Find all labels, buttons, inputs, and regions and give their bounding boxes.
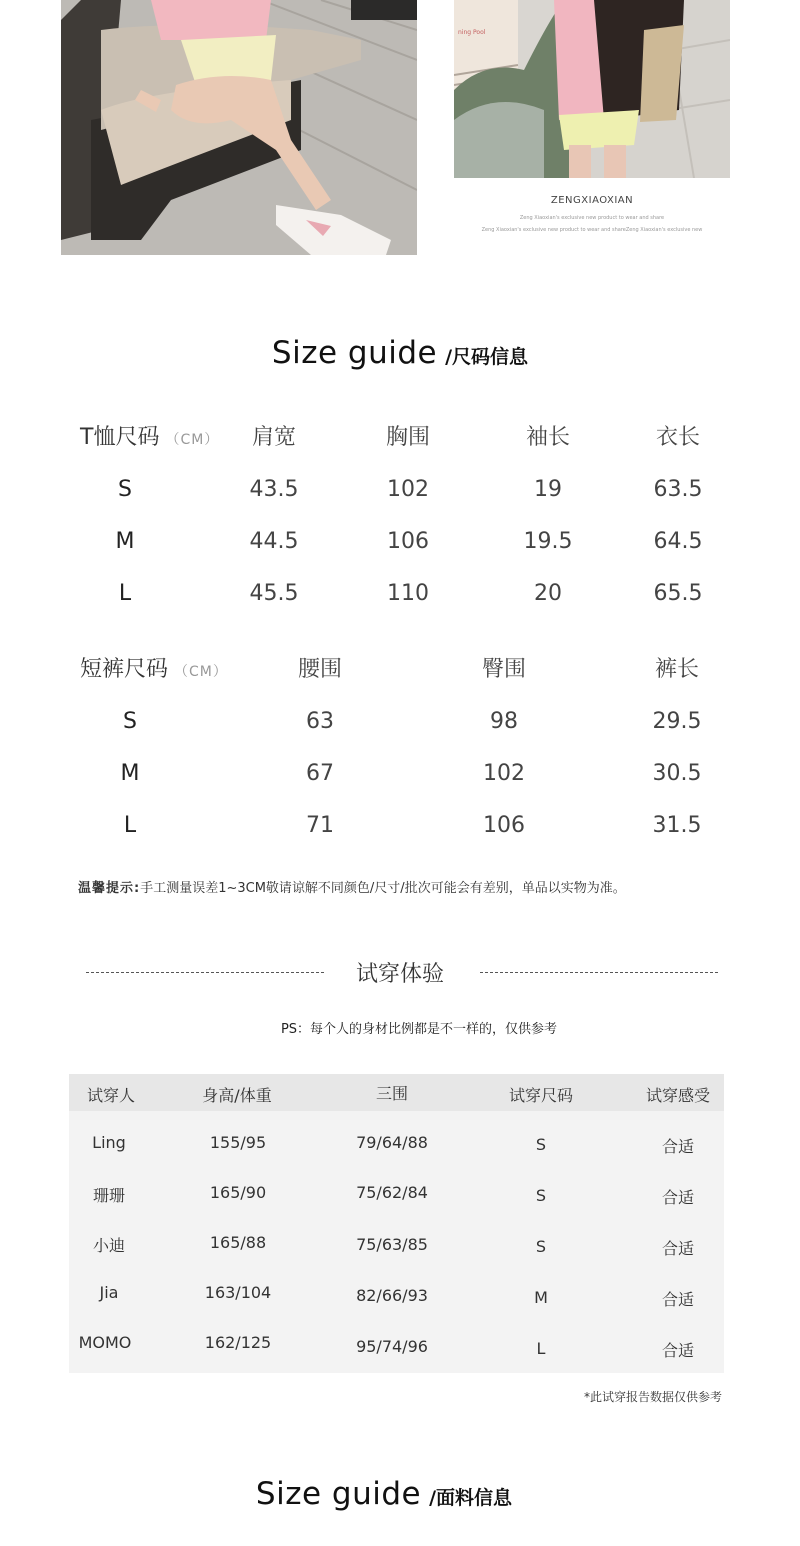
fit-feeling: 合适 bbox=[661, 1290, 694, 1309]
size-label: L bbox=[123, 813, 137, 838]
try-size: S bbox=[535, 1237, 547, 1256]
col-header: 试穿尺码 bbox=[508, 1086, 573, 1105]
size-guide-title-en: Size guide bbox=[271, 335, 438, 371]
try-size: M bbox=[534, 1288, 548, 1307]
fit-feeling: 合适 bbox=[661, 1341, 694, 1360]
col-header: 试穿人 bbox=[86, 1086, 135, 1105]
tester-name: MOMO bbox=[78, 1333, 132, 1352]
height-weight: 155/95 bbox=[209, 1133, 267, 1152]
tshirt-table-label bbox=[80, 420, 219, 451]
col-header: 裤长 bbox=[654, 657, 699, 682]
brand-subline-2: Zeng Xiaoxian's exclusive new product to wear and shareZeng Xiaoxian's exclusive new bbox=[481, 227, 703, 233]
product-photo-left bbox=[61, 0, 417, 255]
fit-feeling: 合适 bbox=[661, 1188, 694, 1207]
measurements: 82/66/93 bbox=[356, 1286, 428, 1305]
height-weight: 162/125 bbox=[204, 1333, 272, 1352]
try-size: S bbox=[535, 1186, 547, 1205]
product-photo-right bbox=[454, 0, 730, 178]
col-header: 胸围 bbox=[385, 425, 430, 450]
table-cell: 31.5 bbox=[652, 813, 702, 838]
col-header: 试穿感受 bbox=[645, 1086, 710, 1105]
unit-label: （CM） bbox=[165, 432, 220, 448]
try-on-report-note: *此试穿报告数据仅供参考 bbox=[583, 1390, 722, 1404]
size-label: L bbox=[118, 581, 132, 606]
tester-name: 珊珊 bbox=[92, 1186, 125, 1205]
brand-name: ZENGXIAOXIAN bbox=[550, 195, 634, 206]
table-cell: 102 bbox=[483, 761, 525, 786]
size-label: M bbox=[115, 529, 135, 554]
table-cell: 71 bbox=[306, 813, 334, 838]
fit-feeling: 合适 bbox=[661, 1239, 694, 1258]
tester-name: Ling bbox=[92, 1133, 126, 1152]
table-cell: 110 bbox=[387, 581, 429, 606]
fabric-guide-heading bbox=[0, 1476, 784, 1512]
table-cell: 65.5 bbox=[653, 581, 703, 606]
table-cell: 63.5 bbox=[653, 477, 703, 502]
tester-name: 小迪 bbox=[92, 1236, 125, 1255]
unit-label: （CM） bbox=[174, 664, 228, 680]
table-cell: 106 bbox=[483, 813, 525, 838]
tip-text: 手工测量误差1~3CM敬请谅解不同颜色/尺寸/批次可能会有差别，单品以实物为准。 bbox=[140, 881, 626, 896]
tester-name: Jia bbox=[99, 1283, 119, 1302]
size-label: S bbox=[118, 477, 132, 502]
size-label: S bbox=[123, 709, 137, 734]
table-cell: 106 bbox=[387, 529, 429, 554]
table-cell: 102 bbox=[387, 477, 429, 502]
table-cell: 29.5 bbox=[652, 709, 702, 734]
table-cell: 19 bbox=[534, 477, 562, 502]
table-cell: 19.5 bbox=[523, 529, 573, 554]
col-header: 肩宽 bbox=[251, 425, 296, 450]
table-cell: 64.5 bbox=[653, 529, 703, 554]
height-weight: 163/104 bbox=[204, 1283, 272, 1302]
table-cell: 98 bbox=[490, 709, 518, 734]
height-weight: 165/88 bbox=[209, 1233, 267, 1252]
height-weight: 165/90 bbox=[209, 1183, 267, 1202]
pool-sign: ning Pool bbox=[458, 29, 486, 36]
shorts-table-label bbox=[80, 652, 228, 683]
fabric-guide-title-en: Size guide bbox=[255, 1476, 422, 1512]
col-header: 袖长 bbox=[525, 425, 570, 450]
col-header: 衣长 bbox=[655, 425, 700, 450]
tip-label: 温馨提示: bbox=[78, 881, 141, 896]
tshirt-label-text: T恤尺码 bbox=[80, 425, 160, 450]
measurements: 79/64/88 bbox=[356, 1133, 428, 1152]
table-cell: 45.5 bbox=[249, 581, 299, 606]
try-on-title: 试穿体验 bbox=[355, 962, 444, 987]
fit-feeling: 合适 bbox=[661, 1137, 694, 1156]
try-on-table bbox=[69, 1074, 724, 1373]
fabric-guide-title-zh: /面料信息 bbox=[429, 1487, 513, 1509]
col-header: 身高/体重 bbox=[202, 1086, 272, 1105]
measurements: 95/74/96 bbox=[356, 1337, 428, 1356]
table-cell: 43.5 bbox=[249, 477, 299, 502]
table-cell: 63 bbox=[306, 709, 334, 734]
table-cell: 67 bbox=[306, 761, 334, 786]
measurement-tip bbox=[78, 877, 626, 896]
table-cell: 44.5 bbox=[249, 529, 299, 554]
try-size: S bbox=[535, 1135, 547, 1154]
ps-note: PS：每个人的身材比例都是不一样的，仅供参考 bbox=[280, 1022, 558, 1037]
col-header: 腰围 bbox=[297, 657, 342, 682]
dashed-divider-left bbox=[86, 972, 324, 973]
brand-subline-1: Zeng Xiaoxian's exclusive new product to wear and share bbox=[519, 215, 665, 221]
table-cell: 30.5 bbox=[652, 761, 702, 786]
col-header: 臀围 bbox=[481, 657, 526, 682]
dashed-divider-right bbox=[480, 972, 718, 973]
size-guide-title-zh: /尺码信息 bbox=[445, 346, 529, 368]
measurements: 75/62/84 bbox=[356, 1183, 428, 1202]
size-label: M bbox=[120, 761, 140, 786]
table-cell: 20 bbox=[534, 581, 562, 606]
shorts-label-text: 短裤尺码 bbox=[80, 657, 169, 682]
try-size: L bbox=[536, 1339, 546, 1358]
size-guide-heading bbox=[0, 335, 800, 371]
measurements: 75/63/85 bbox=[356, 1235, 428, 1254]
col-header: 三围 bbox=[375, 1084, 408, 1103]
